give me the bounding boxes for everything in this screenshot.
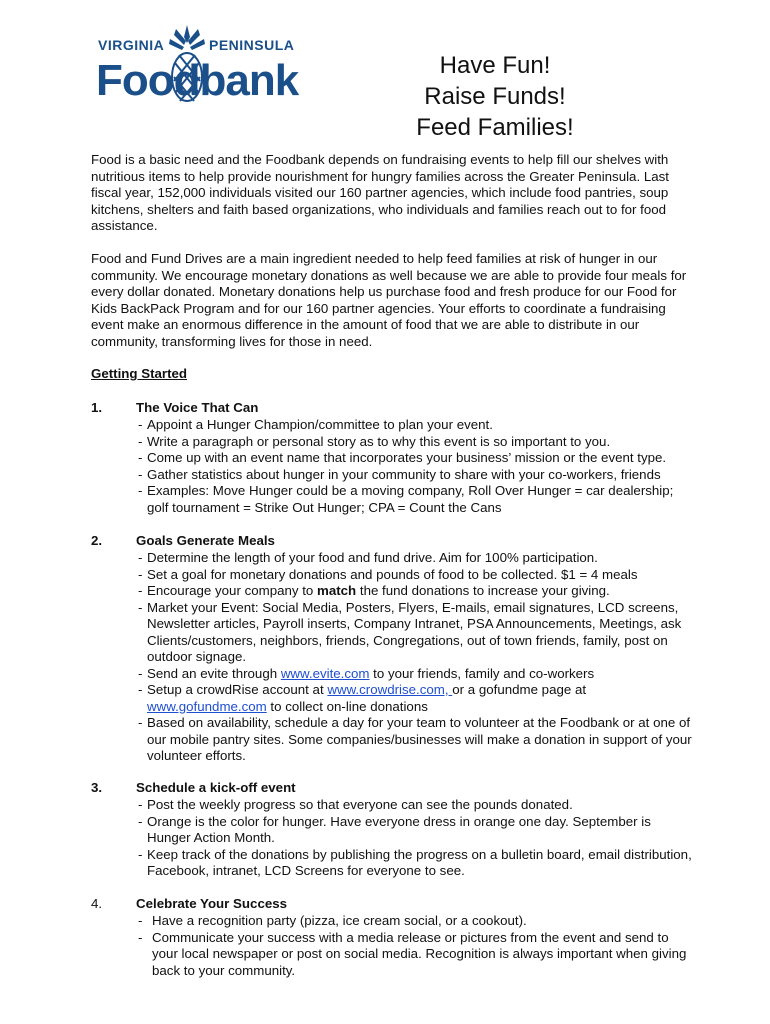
list-item: - Orange is the color for hunger. Have everyone dress in orange one day. September is Hunger Action Month.	[136, 814, 696, 847]
match-before: Encourage your company to	[147, 583, 318, 598]
list-item: - Set a goal for monetary donations and pounds of food to be collected. $1 = 4 meals	[136, 567, 696, 584]
list-item-crowdrise	[136, 682, 696, 715]
logo-virginia: VIRGINIA	[98, 37, 165, 53]
headline	[395, 50, 595, 143]
section-3-list	[136, 797, 696, 880]
intro-paragraph-2	[91, 251, 691, 351]
list-item-match	[136, 583, 696, 600]
section-1-title: The Voice That Can	[136, 400, 259, 415]
evite-after: to your friends, family and co-workers	[369, 665, 595, 681]
logo-peninsula: PENINSULA	[209, 37, 295, 53]
getting-started-heading: Getting Started	[91, 366, 188, 381]
list-item: - Communicate your success with a media release or pictures from the event and send to your local newspaper or post on social media. Recognition is always important when giving back to your community.	[136, 930, 696, 980]
crowdrise-before: Setup a crowdRise account at	[147, 682, 328, 697]
match-after: the fund donations to increase your giving.	[356, 583, 610, 598]
gofundme-link[interactable]: www.gofundme.com	[147, 698, 267, 714]
section-2-title: Goals Generate Meals	[136, 533, 275, 548]
list-item: - Market your Event: Social Media, Posters, Flyers, E-mails, email signatures, LCD screens, Newsletter articles, Payroll inserts, Company Intranet, PSA Announcements, Meetings, ask Clients/customers, neighbors, friends, Congregations, out of town friends, family, post on outdoor signage.	[136, 600, 696, 666]
section-3-title: Schedule a kick-off event	[136, 780, 296, 795]
section-2-list	[136, 550, 696, 765]
intro-paragraph-1: Food is a basic need and the Foodbank depends on fundraising events to help fill our shelves with nutritious items to help provide nourishment for hungry families across the Greater Peninsula. Last fiscal year, 152,000 individuals visited our 160 partner agencies, which include food pantries, soup kitchens, shelters and faith based organizations, who individuals and families reach out to for food assistance.	[91, 152, 669, 234]
crowdrise-link[interactable]: www.crowdrise.com,	[327, 682, 453, 697]
section-2-number: 2.	[91, 533, 103, 548]
list-item: - Examples: Move Hunger could be a moving company, Roll Over Hunger = car dealership; golf tournament = Strike Out Hunger; CPA = Count the Cans	[136, 483, 696, 516]
intro-paragraph-2-text: Food and Fund Drives are a main ingredient needed to help feed families at risk of hunger in our community. We encourage monetary donations as well because we are able to provide four meals for every dollar donated. Monetary donations help us purchase food and fresh produce for our Food for Kids BackPack Program and for our 160 partner agencies. Your efforts to coordinate a fundraising event make an enormous difference in the amount of food that we are able to distribute in our community, transforming lives for those in need.	[91, 251, 687, 349]
logo-wordmark: Foodbank	[96, 56, 299, 105]
list-item: - Determine the length of your food and fund drive. Aim for 100% participation.	[136, 550, 696, 567]
headline-line-2: Raise Funds!	[424, 83, 566, 110]
section-4-list	[136, 913, 696, 979]
section-3-number: 3.	[91, 780, 103, 795]
list-item: - Write a paragraph or personal story as to why this event is so important to you.	[136, 434, 696, 451]
section-4-number: 4.	[91, 896, 103, 911]
list-item: - Based on availability, schedule a day for your team to volunteer at the Foodbank or at one of our mobile pantry sites. Some companies/businesses will make a donation in support of your volunteer efforts.	[136, 715, 696, 765]
crowdrise-after: to collect on-line donations	[266, 698, 428, 714]
match-bold: match	[317, 583, 357, 598]
list-item: - Come up with an event name that incorporates your business’ mission or the event type.	[136, 450, 696, 467]
section-4-title: Celebrate Your Success	[136, 896, 288, 911]
list-item: - Gather statistics about hunger in your community to share with your co-workers, friends	[136, 467, 696, 484]
section-1-number: 1.	[91, 400, 103, 415]
list-item: - Have a recognition party (pizza, ice cream social, or a cookout).	[136, 913, 696, 930]
list-item-evite	[136, 666, 696, 683]
list-item: - Post the weekly progress so that everyone can see the pounds donated.	[136, 797, 696, 814]
headline-line-1: Have Fun!	[439, 52, 551, 79]
evite-link[interactable]: www.evite.com	[280, 665, 370, 681]
section-1-list	[136, 417, 696, 516]
headline-line-3: Feed Families!	[416, 114, 574, 141]
foodbank-logo	[96, 25, 299, 115]
crowdrise-middle: or a gofundme page at	[452, 682, 587, 697]
evite-before: Send an evite through	[147, 665, 281, 681]
list-item: - Appoint a Hunger Champion/committee to plan your event.	[136, 417, 696, 434]
list-item: - Keep track of the donations by publishing the progress on a bulletin board, email distribution, Facebook, intranet, LCD Screens for everyone to see.	[136, 847, 696, 880]
